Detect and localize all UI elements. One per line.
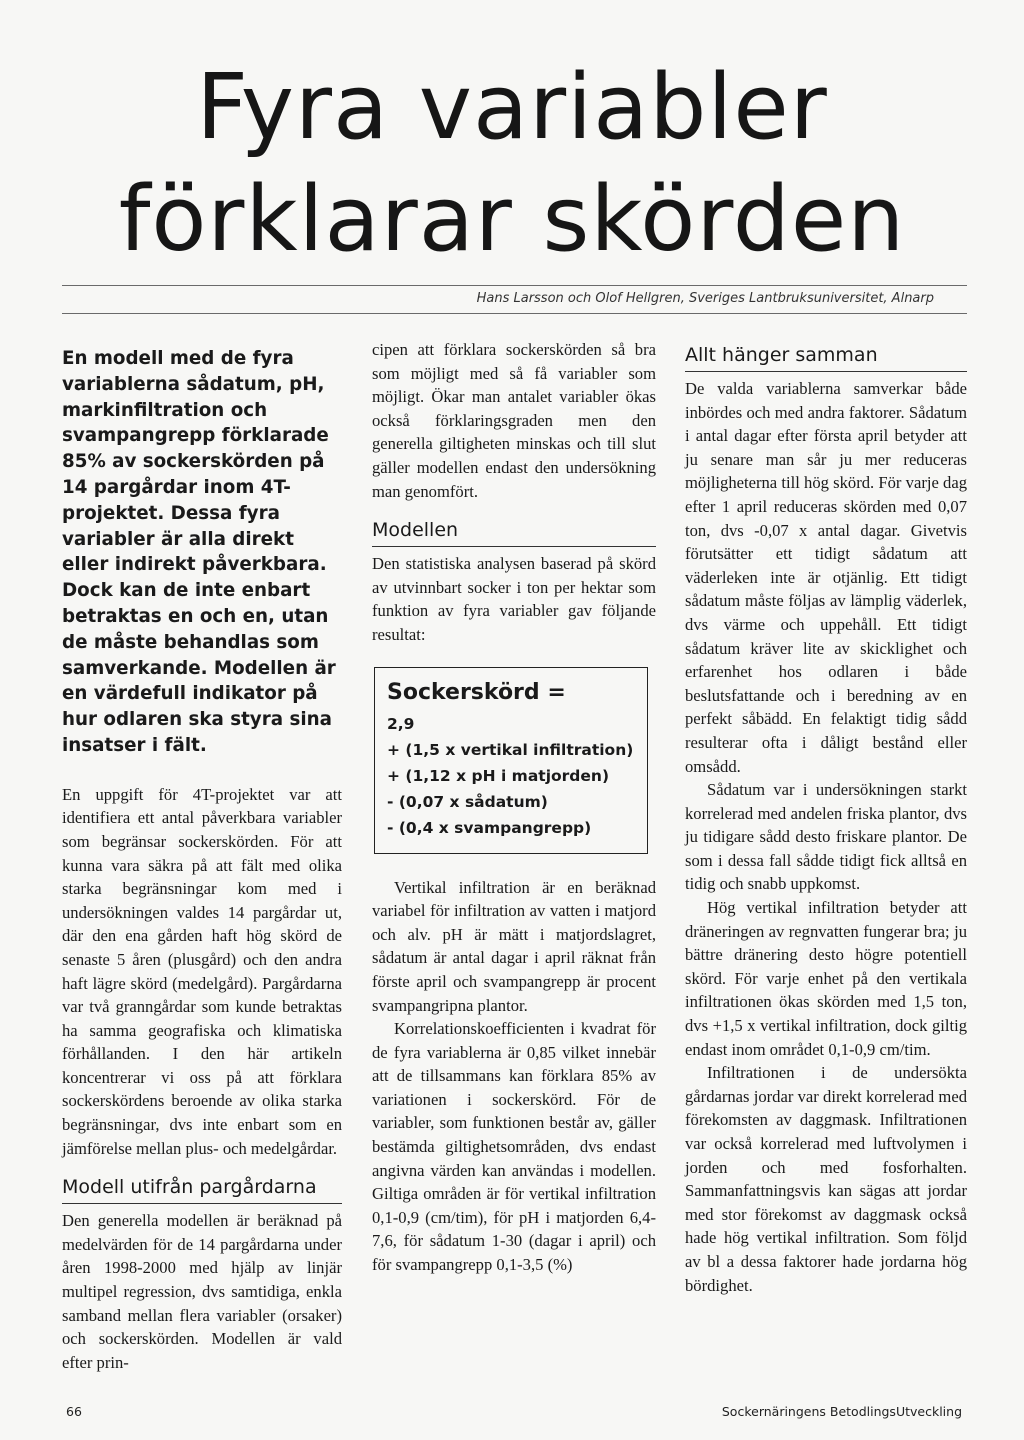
- paragraph: De valda variablerna samverkar både inbördes och med andra faktorer. Sådatum i antal dagar efter första april betyder att ju senare man sår ju mer reduceras möjligheterna till hög skörd. För varje dag efter 1 april reduceras skörden med 0,07 ton, dvs -0,07 x antal dagar. Givetvis förutsätter ett tidigt sådatum att väderleken inte är otjänlig. Ett tidigt sådatum måste följas av lämplig väderlek, dvs värme och uppehåll. Ett tidigt sådatum kräver lite av skicklighet och erfarenhet hos odlaren i både beslutsfattande och i beredning av en perfekt såbädd. En felaktigt tidig sådd resulterar ofta i dåligt bestånd eller omsådd.: [685, 379, 967, 776]
- section-heading: Modell utifrån pargårdarna: [62, 1174, 342, 1204]
- lead-paragraph: En modell med de fyra variablerna sådatum, pH, markinfiltration och svampangrepp förklarade 85% av sockerskörden på 14 pargårdar inom 4T-projektet. Dessa fyra variabler är alla direkt eller indirekt påverkbara. Dock kan de inte enbart betraktas en och en, utan de måste behandlas som samverkande. Modellen är en värdefull indikator på hur odlaren ska styra sina insatser i fält.: [62, 348, 336, 756]
- publication-name: Sockernäringens BetodlingsUtveckling: [721, 1404, 962, 1419]
- paragraph: Den generella modellen är beräknad på medelvärden för de 14 pargårdarna under åren 1998-2000 med hjälp av linjär multipel regression, dvs samtidiga, enkla samband mellan flera variabler (orsaker) och sockerskörden. Modellen är vald efter prin-: [62, 1211, 342, 1372]
- paragraph: Vertikal infiltration är en beräknad variabel för infiltration av vatten i matjord och alv. pH är mätt i matjordslagret, sådatum är antal dagar i april räknat från förste april och svampangrepp är procent svampangripna plantor.: [372, 877, 656, 1015]
- column-3: [685, 338, 967, 1297]
- section-heading: Allt hänger samman: [685, 342, 967, 372]
- column-1: [62, 338, 342, 1374]
- paragraph: Den statistiska analysen baserad på skörd av utvinnbart socker i ton per hektar som funktion av fyra variabler gav följande resultat:: [372, 554, 656, 644]
- column-2: [372, 338, 656, 1277]
- title-line-1: Fyra variabler: [196, 55, 828, 160]
- formula-line: + (1,5 x vertikal infiltration): [387, 740, 634, 759]
- formula-title: Sockerskörd =: [387, 679, 566, 705]
- title-line-2: förklarar skörden: [118, 167, 906, 272]
- paragraph: Sådatum var i undersökningen starkt korrelerad med andelen friska plantor, dvs ju tidigare sådd desto friskare plantor. De som i dessa fall sådde tidigt fick alltså en tidig och snabb uppkomst.: [685, 780, 967, 894]
- article-title: [0, 52, 1024, 276]
- paragraph: Infiltrationen i de undersökta gårdarnas jordar var direkt korrelerad med förekomsten av daggmask. Infiltrationen var också korrelerad med luftvolymen i jorden och med fosforhalten. Sammanfattningsvis kan sägas att jordar med stor förekomst av daggmask också hade hög vertikal infiltration. Som följd av bl a dessa faktorer hade jordarna hög bördighet.: [685, 1063, 967, 1295]
- byline-rule-bottom: [62, 313, 967, 314]
- byline-rule-top: [62, 285, 967, 286]
- page-number: 66: [66, 1404, 82, 1419]
- paragraph: En uppgift för 4T-projektet var att identifiera ett antal påverkbara variabler som begränsar sockerskörden. För att kunna vara säkra på att fält med olika starka begränsningar kom med i undersökningen valdes 14 pargårdar ut, där den ena gården haft hög skörd de senaste 5 åren (plusgård) och den andra haft lägre skörd (medelgård). Pargårdarna var två granngårdar som kunde betraktas ha samma geografiska och klimatiska förhållanden. I den här artikeln koncentrerar vi oss på att förklara sockerskördens beroende av olika starka begränsningar, dvs inte enbart som en jämförelse mellan plus- och medelgårdar.: [62, 784, 342, 1158]
- byline: Hans Larsson och Olof Hellgren, Sveriges Lantbruksuniversitet, Alnarp: [476, 291, 934, 306]
- formula-line: 2,9: [387, 714, 415, 733]
- section-heading: Modellen: [372, 517, 656, 547]
- paragraph: cipen att förklara sockerskörden så bra som möjligt med så få variabler som möjligt. Ökar man antalet variabler ökas också förklaringsgraden men den generella giltigheten minskas och till slut gäller modellen endast den undersökning man genomfört.: [372, 340, 656, 501]
- formula-box: [374, 667, 648, 854]
- paragraph: Hög vertikal infiltration betyder att dräneringen av regnvatten fungerar bra; ju bättre dränering desto högre potentiell skörd. För varje enhet på den vertikala infiltrationen ökas skörden med 1,5 ton, dvs +1,5 x vertikal infiltration, dock giltig endast inom området 0,1-0,9 cm/tim.: [685, 898, 967, 1059]
- formula-line: - (0,4 x svampangrepp): [387, 818, 592, 837]
- paragraph: Korrelationskoefficienten i kvadrat för de fyra variablerna är 0,85 vilket innebär att de tillsammans kan förklara 85% av variationen i sockerskörd. För de variabler, som funktionen består av, gäller bestämda giltighetsområden, dvs endast angivna värden kan användas i modellen. Giltiga områden är för vertikal infiltration 0,1-0,9 (cm/tim), för pH i matjorden 6,4-7,6, för sådatum 1-30 (dagar i april) och för svampangrepp 0,1-3,5 (%): [372, 1019, 656, 1275]
- formula-line: - (0,07 x sådatum): [387, 792, 548, 811]
- formula-line: + (1,12 x pH i matjorden): [387, 766, 610, 785]
